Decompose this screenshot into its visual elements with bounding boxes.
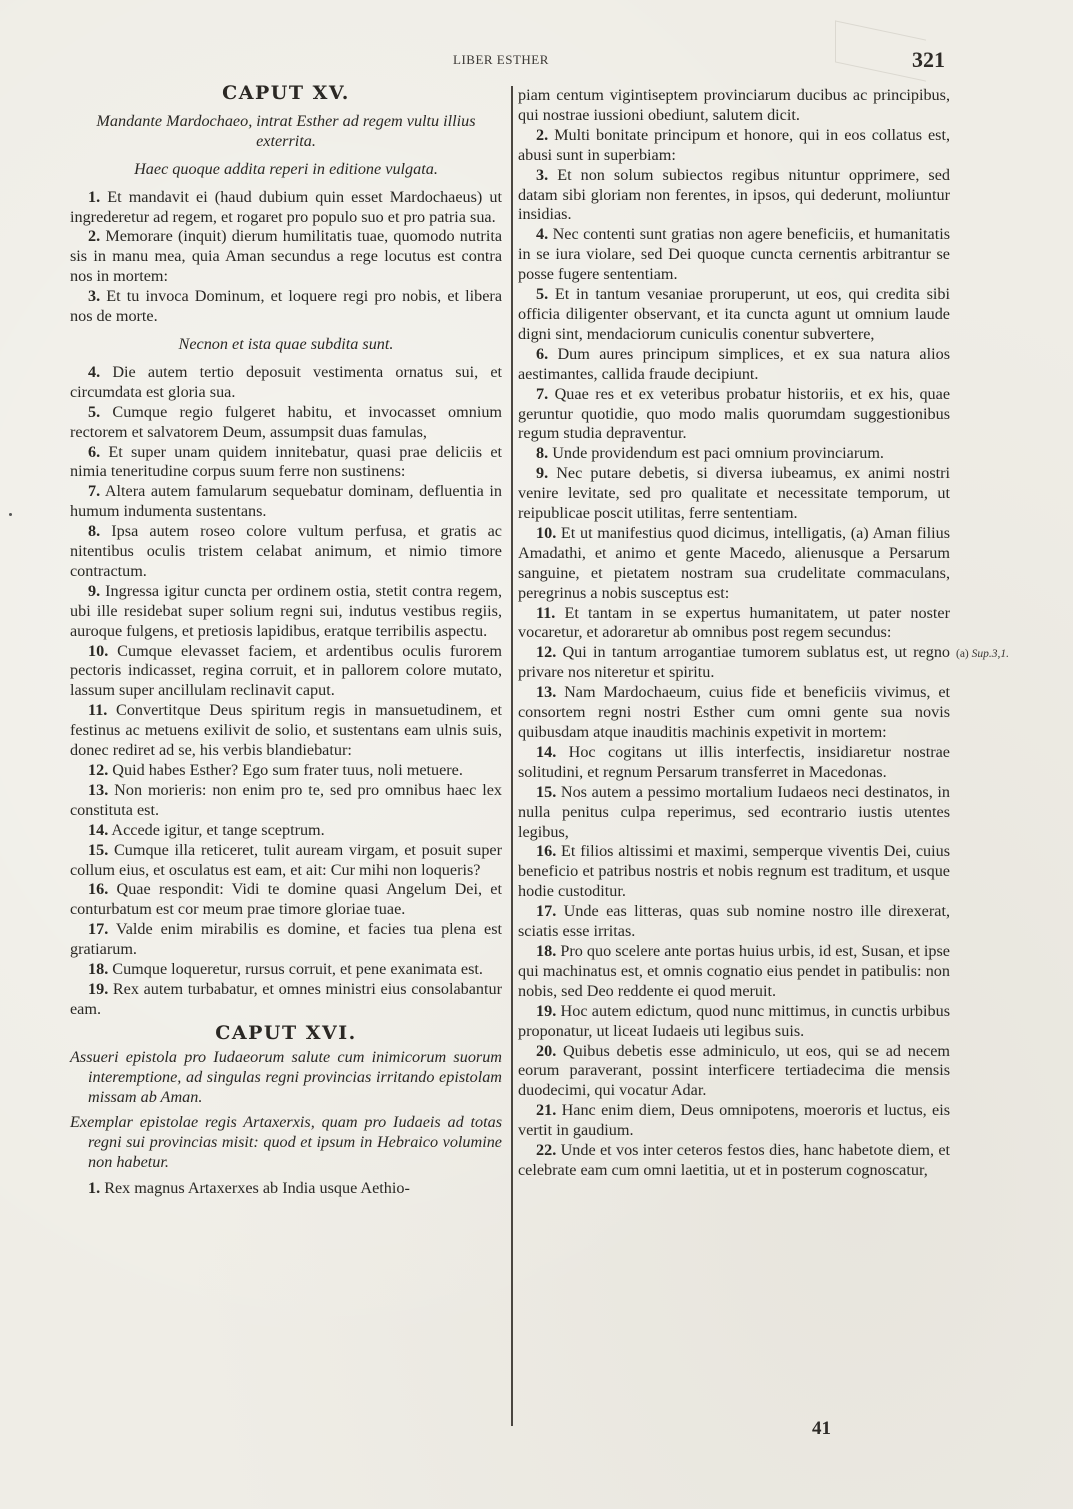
stray-ink-dot [9, 513, 12, 516]
verse [518, 902, 950, 942]
cross-reference-text: Sup.3,1. [971, 648, 1010, 660]
verse-number: 5. [536, 285, 549, 304]
verse [70, 642, 502, 702]
editorial-note: Haec quoque addita reperi in editione vulgata. [134, 159, 438, 178]
verse-number: 10. [88, 641, 109, 660]
right-column [518, 86, 950, 1181]
verse-continuation: piam centum vigintiseptem provinciarum ducibus ac principibus, qui nostrae iussioni obediunt, salutem dicit. [518, 86, 950, 124]
page-number: 321 [912, 47, 945, 72]
editorial-note: Exemplar epistolae regis Artaxerxis, quam pro Iudaeis ad totas regni sui provincias misit: quod et ipsum in Hebraico volumine non habetur. [70, 1113, 502, 1172]
verse-number: 9. [536, 464, 549, 483]
verse-number: 17. [88, 920, 109, 939]
verse-number: 17. [536, 902, 557, 921]
verse [70, 761, 502, 781]
verse [518, 1141, 950, 1181]
verse-number: 15. [88, 840, 109, 859]
verse-text: Cumque illa reticeret, tulit auream virgam, et posuit super collum eius, et osculatus est eam, et ait: Cur mihi non loqueris? [70, 840, 503, 879]
verse-text: Rex magnus Artaxerxes ab India usque Aethio- [104, 1179, 410, 1198]
verse [518, 1101, 950, 1141]
verse-text: Unde et vos inter ceteros festos dies, hanc habetote diem, et celebrate eam cum omni laetitia, ut et in posterum cognoscatur, [518, 1141, 951, 1179]
verse-text: Ipsa autem roseo colore vultum perfusa, et gratis ac nitentibus oculis tristem celabat animum, et nimio timore contractum. [70, 522, 502, 580]
verse [518, 604, 950, 644]
verse-number: 10. [536, 523, 557, 542]
verse-text: Die autem tertio deposuit vestimenta ornatus sui, et circumdata est gloria sua. [70, 362, 503, 401]
verse [518, 683, 950, 743]
verse [518, 464, 950, 524]
verse [70, 821, 502, 841]
verse [518, 524, 950, 604]
verse [518, 643, 950, 683]
verse [70, 701, 502, 761]
verse [518, 1002, 950, 1042]
verse [518, 783, 950, 843]
verse [70, 522, 502, 582]
verse-number: 3. [536, 165, 549, 184]
verse-text: Nec putare debetis, si diversa iubeamus, ex animi nostri venire levitate, sed pro qualitate et necessitate temporum, ut reipublicae poscit utilitas, ferre sententiam. [518, 464, 951, 523]
left-column [70, 84, 502, 1199]
verse-text: Quibus debetis esse adminiculo, ut eos, qui se ad necem eorum paraverant, possint interficere tertiadecima die mensis duodecimi, qui vocatur Adar. [518, 1041, 951, 1100]
verse [518, 285, 950, 345]
verse-text: Hanc enim diem, Deus omnipotens, moeroris et luctus, eis vertit in gaudium. [518, 1101, 950, 1140]
verse-number: 13. [536, 683, 557, 702]
verse [70, 443, 502, 483]
chapter-summary: Mandante Mardochaeo, intrat Esther ad regem vultu illius exterrita. [96, 111, 476, 150]
verse-number: 14. [536, 742, 557, 761]
verse [518, 126, 950, 166]
verse-text: Nos autem a pessimo mortalium Iudaeos neci destinatos, in nulla penitus culpa reperimus, sed econtrario iustis utentes legibus, [518, 782, 950, 841]
verse-number: 18. [536, 941, 557, 960]
verse [70, 287, 502, 327]
verse [518, 225, 950, 285]
verse [518, 345, 950, 385]
verse-text: Cumque elevasset faciem, et ardentibus oculis furorem pectoris indicasset, regina corruit, et in pallorem colore mutato, lassum super ancillulam reclinavit caput. [70, 641, 503, 700]
verse-number: 9. [88, 581, 101, 600]
verse-number: 13. [88, 780, 109, 799]
column-divider [511, 86, 513, 1426]
verse [518, 166, 950, 226]
verse-number: 8. [88, 522, 101, 541]
verse [70, 980, 502, 1020]
verse-number: 4. [88, 362, 101, 381]
verse-text: Non morieris: non enim pro te, sed pro omnibus haec lex constituta est. [70, 780, 502, 819]
verse-number: 8. [536, 444, 549, 463]
verse-text: Valde enim mirabilis es domine, et facies tua plena est gratiarum. [70, 920, 502, 959]
verse-text: Cumque regio fulgeret habitu, et invocasset omnium rectorem et salvatorem Deum, assumpsit duas famulas, [70, 402, 503, 441]
verse-text: Et non solum subiectos regibus nituntur opprimere, sed datam sibi gloriam non ferentes, in ipsos, qui dederunt, moliuntur insidias. [518, 165, 951, 224]
verse [518, 942, 950, 1002]
verse [518, 385, 950, 445]
verse-number: 2. [88, 227, 101, 246]
verse-text: Pro quo scelere ante portas huius urbis, id est, Susan, et ipse qui machinatus est, et omnis cognatio eius pendet in patibulis: non nobis, sed Deo reddente ei quod meruit. [518, 941, 950, 1000]
verse-number: 20. [536, 1041, 557, 1060]
verse-number: 15. [536, 782, 557, 801]
verse-text: Et ut manifestius quod dicimus, intelligatis, (a) Aman filius Amadathi, et animo et gente Macedo, alienusque a Persarum sanguine, et pietatem nostram sua crudelitate commaculans, peregrinus a nobis susceptus est: [518, 523, 950, 602]
verse-text: Convertitque Deus spiritum regis in mansuetudinem, et festinus ac metuens exilivit de solio, et sustentans eam ulnis suis, donec rediret ad se, his verbis blandiebatur: [70, 701, 502, 760]
verse-number: 16. [88, 880, 109, 899]
verse [518, 1042, 950, 1102]
verse-text: Et tantam in se expertus humanitatem, ut pater noster vocaretur, et adoraretur ab omnibus post regem secundus: [518, 603, 950, 642]
chapter-heading: CAPUT XV. [222, 82, 350, 104]
verse-text: Accede igitur, et tange sceptrum. [111, 820, 325, 839]
verse [518, 743, 950, 783]
verse-text: Altera autem famularum sequebatur dominam, defluentia in humum indumenta sustentans. [70, 482, 502, 521]
verse-number: 19. [88, 979, 109, 998]
chapter-summary: Assueri epistola pro Iudaeorum salute cum inimicorum suorum interemptione, ad singulas regni provincias irritando epistolam missam ab Aman. [70, 1047, 502, 1106]
verse [70, 960, 502, 980]
verse-text: Quae res et ex veteribus probatur historiis, et ex his, quae geruntur quotidie, quo modo malis quorumdam suggestionibus regum studia depraventur. [518, 384, 951, 443]
printer-signature-mark: 41 [812, 1418, 831, 1439]
verse-text: Nec contenti sunt gratias non agere beneficiis, et humanitatis in se iura violare, sed Dei quoque cuncta cernentis arbitrantur se posse fugere sententiam. [518, 225, 951, 284]
verse [518, 444, 950, 464]
verse-text: Et in tantum vesaniae proruperunt, ut eos, qui credita sibi officia diligenter observant, et ita cuncta agunt ut omnium laude digni sint, mendaciorum cuniculis conentur subvertere, [518, 285, 951, 343]
verse-text: Et super unam quidem innitebatur, quasi prae deliciis et nimia teneritudine corpus suum ferre non sustinens: [70, 442, 503, 481]
verse [70, 781, 502, 821]
verse-list [70, 188, 502, 327]
verse-text: Et tu invoca Dominum, et loquere regi pro nobis, et libera nos de morte. [70, 287, 503, 326]
verse-number: 3. [88, 287, 101, 306]
verse-text: Hoc cogitans ut illis interfectis, insidiaretur nostrae solitudini, et regnum Persarum transferret in Macedonas. [518, 742, 950, 781]
marginal-cross-reference [956, 648, 1009, 660]
verse-number: 18. [88, 960, 109, 979]
verse [70, 482, 502, 522]
verse [70, 920, 502, 960]
verse-text: Unde eas litteras, quas sub nomine nostro ille direxerat, sciatis esse irritas. [518, 902, 950, 941]
verse-list [70, 363, 502, 1020]
editorial-note: Necnon et ista quae subdita sunt. [178, 334, 394, 353]
verse [70, 880, 502, 920]
verse-text: Cumque loqueretur, rursus corruit, et pene exanimata est. [112, 960, 483, 979]
verse [70, 227, 502, 287]
verse-text: Quid habes Esther? Ego sum frater tuus, noli metuere. [112, 761, 463, 779]
verse-text: Qui in tantum arrogantiae tumorem sublatus est, ut regno privare nos niteretur et spiritu. [518, 643, 951, 682]
chapter-heading: CAPUT XVI. [215, 1021, 357, 1044]
verse-text: Dum aures principum simplices, et ex sua natura alios aestimantes, callida fraude decipiunt. [518, 344, 950, 383]
verse-number: 11. [536, 603, 556, 622]
verse [70, 1179, 502, 1199]
verse-text: Quae respondit: Vidi te domine quasi Angelum Dei, et conturbatum est cor meum prae timore gloriae tuae. [70, 880, 502, 919]
verse [518, 842, 950, 902]
verse-number: 14. [88, 820, 109, 839]
verse [70, 363, 502, 403]
verse-number: 2. [536, 125, 549, 144]
verse-text: Et filios altissimi et maximi, semperque viventis Dei, cuius beneficio et patribus nostris et nobis regnum est traditum, et usque hodie custoditur. [518, 842, 951, 901]
verse-text: Hoc autem edictum, quod nunc mittimus, in cunctis urbibus proponatur, ut liceat Iudaeis uti legibus suis. [518, 1001, 951, 1040]
verse-number: 5. [88, 402, 101, 421]
verse-number: 7. [536, 384, 549, 403]
verse-number: 16. [536, 842, 557, 861]
verse-number: 12. [536, 643, 557, 662]
verse-number: 1. [88, 187, 101, 206]
verse-number: 21. [536, 1101, 557, 1120]
verse-number: 22. [536, 1141, 557, 1160]
verse-number: 1. [88, 1179, 101, 1198]
running-head: LIBER ESTHER [453, 52, 549, 67]
verse-number: 19. [536, 1001, 557, 1020]
verse-number: 12. [88, 761, 109, 779]
verse-text: Et mandavit ei (haud dubium quin esset Mardochaeus) ut ingrederetur ad regem, et rogaret pro populo suo et pro patria sua. [70, 187, 502, 226]
verse-number: 7. [88, 482, 101, 501]
verse-number: 6. [536, 344, 549, 363]
verse-number: 4. [536, 225, 549, 244]
verse [70, 403, 502, 443]
verse-text: Multi bonitate principum et honore, qui in eos collatus est, abusi sunt in superbiam: [518, 125, 951, 164]
verse-text: Nam Mardochaeum, cuius fide et beneficiis vivimus, et consortem regni nostri Esther cum omni gente sua novis quibusdam atque inauditis machinis expetivit in mortem: [518, 683, 951, 741]
verse [70, 188, 502, 228]
verse-number: 11. [88, 701, 108, 720]
verse-text: Ingressa igitur cuncta per ordinem ostia, stetit contra regem, ubi ille residebat super solium regni sui, indutus vestibus regiis, auroque fulgens, et pretiosis lapidibus, eratque terribilis aspectu. [70, 581, 502, 640]
verse-text: Memorare (inquit) dierum humilitatis tuae, quomodo nutrita sis in manu mea, quia Aman secundus a rege locutus est contra nos in mortem: [70, 227, 503, 286]
verse [70, 841, 502, 881]
verse-text: Unde providendum est paci omnium provinciarum. [552, 444, 884, 463]
verse [70, 582, 502, 642]
footnote-marker: (a) [956, 648, 969, 660]
verse-text: Rex autem turbabatur, et omnes ministri eius consolabantur eam. [70, 979, 503, 1018]
verse-number: 6. [88, 442, 101, 461]
